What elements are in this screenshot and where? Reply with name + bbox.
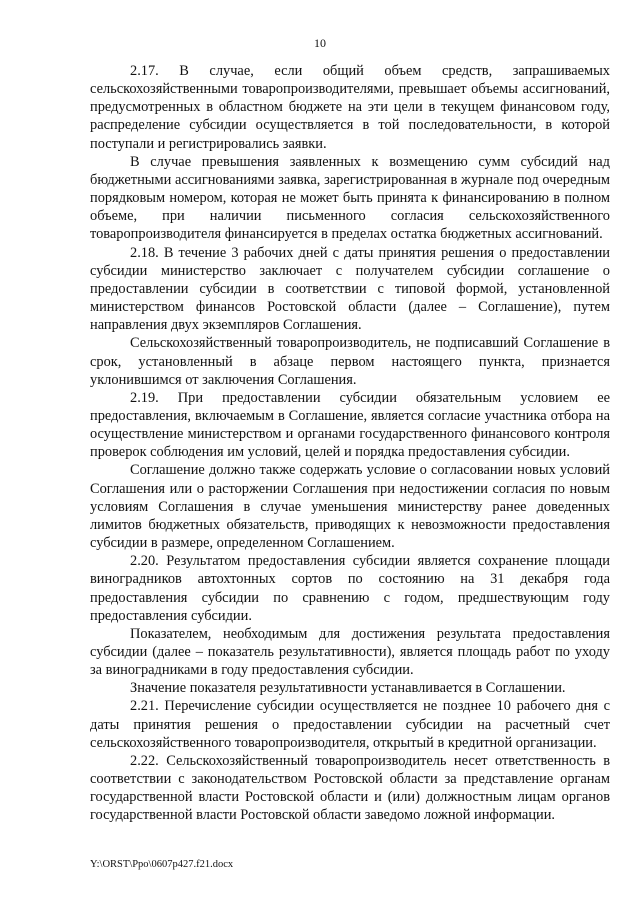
paragraph-2-18: 2.18. В течение 3 рабочих дней с даты принятия решения о предоставлении субсидии министерство заключает с получателем субсидии соглашение о предоставлении субсидии в соответствии с типовой формой, установленной министерством финансов Ростовской области (далее – Соглашение), путем направления двух экземпляров Соглашения. <box>90 244 610 334</box>
paragraph-2-18-refusal: Сельскохозяйственный товаропроизводитель, не подписавший Соглашение в срок, установленный в абзаце первом настоящего пункта, признается уклонившимся от заключения Соглашения. <box>90 335 610 388</box>
page-number: 10 <box>314 36 326 50</box>
paragraph-2-21: 2.21. Перечисление субсидии осуществляется не позднее 10 рабочего дня с даты принятия решения о предоставлении субсидии на расчетный счет сельскохозяйственного товаропроизводителя, открытый в кредитной организации. <box>90 698 610 751</box>
paragraph-2-20-indicator: Показателем, необходимым для достижения результата предоставления субсидии (далее – показатель результативности), является площадь работ по уходу за виноградниками в году предоставления субсидии. <box>90 625 610 679</box>
paragraph-2-17-excess: В случае превышения заявленных к возмещению сумм субсидий над бюджетными ассигнованиями заявка, зарегистрированная в журнале под очередным порядковым номером, которая не может быть принята к финансированию в полном объеме, при наличии письменного согласия сельскохозяйственного товаропроизводителя финансируется в пределах остатка бюджетных ассигнований. <box>90 153 610 243</box>
footer-file-path: Y:\ORST\Ppo\0607p427.f21.docx <box>90 859 234 870</box>
document-body <box>90 62 610 825</box>
paragraph-2-19-agreement: Соглашение должно также содержать условие о согласовании новых условий Соглашения или о расторжении Соглашения при недостижении согласия по новым условиям Соглашения в случае уменьшения министерству ранее доведенных лимитов бюджетных обязательств, приводящих к невозможности предоставления субсидии в размере, определенном Соглашением. <box>90 462 610 552</box>
paragraph-2-22: 2.22. Сельскохозяйственный товаропроизводитель несет ответственность в соответствии с законодательством Ростовской области за представление органам государственной власти Ростовской области и (или) должностным лицам органов государственной власти Ростовской области заведомо ложной информации. <box>90 752 610 824</box>
paragraph-2-20-value: Значение показателя результативности устанавливается в Соглашении. <box>130 680 566 697</box>
paragraph-2-19: 2.19. При предоставлении субсидии обязательным условием ее предоставления, включаемым в Соглашение, является согласие участника отбора на осуществление министерством и органами государственного финансового контроля проверок соблюдения им условий, целей и порядка предоставления субсидии. <box>90 389 610 461</box>
paragraph-2-17: 2.17. В случае, если общий объем средств, запрашиваемых сельскохозяйственными товаропроизводителями, превышает объемы ассигнований, предусмотренных в областном бюджете на эти цели в текущем финансовом году, распределение субсидии осуществляется в той последовательности, в которой поступали и регистрировались заявки. <box>90 63 610 152</box>
paragraph-2-20: 2.20. Результатом предоставления субсидии является сохранение площади виноградников автохтонных сортов по состоянию на 31 декабря года предоставления субсидии по сравнению с годом, предшествующим году предоставления субсидии. <box>90 553 610 624</box>
